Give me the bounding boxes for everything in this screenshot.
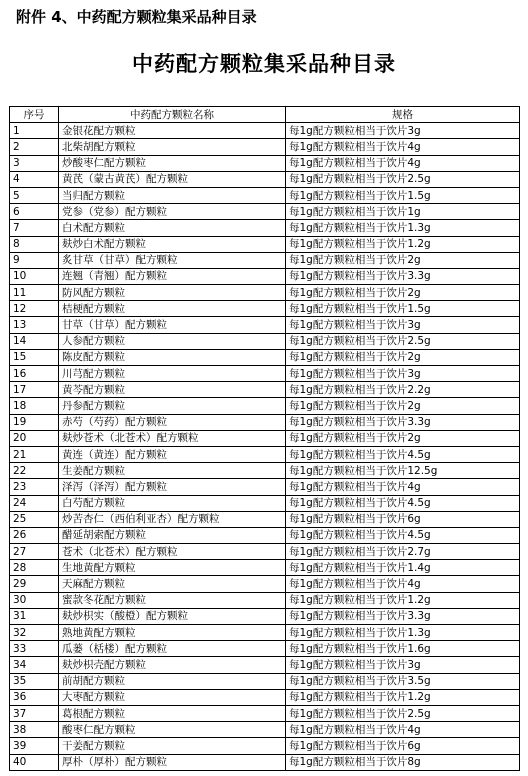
row-index-cell: 11 xyxy=(10,285,59,301)
table-row xyxy=(10,317,520,333)
row-name-cell: 苍术（北苍术）配方颗粒 xyxy=(59,544,286,560)
row-index-cell: 29 xyxy=(10,576,59,592)
row-name-cell: 防风配方颗粒 xyxy=(59,285,286,301)
row-spec-cell: 每1g配方颗粒相当于饮片3.3g xyxy=(286,414,520,430)
row-name-cell: 麸炒枳壳配方颗粒 xyxy=(59,657,286,673)
row-spec-cell: 每1g配方颗粒相当于饮片8g xyxy=(286,754,520,770)
row-name-cell: 甘草（甘草）配方颗粒 xyxy=(59,317,286,333)
row-index-cell: 34 xyxy=(10,657,59,673)
row-name-cell: 桔梗配方颗粒 xyxy=(59,301,286,317)
row-spec-cell: 每1g配方颗粒相当于饮片3g xyxy=(286,366,520,382)
row-name-cell: 生地黄配方颗粒 xyxy=(59,560,286,576)
row-name-cell: 炒苦杏仁（西伯利亚杏）配方颗粒 xyxy=(59,511,286,527)
row-name-cell: 白芍配方颗粒 xyxy=(59,495,286,511)
row-name-cell: 生姜配方颗粒 xyxy=(59,463,286,479)
table-row xyxy=(10,544,520,560)
row-name-cell: 炙甘草（甘草）配方颗粒 xyxy=(59,252,286,268)
row-spec-cell: 每1g配方颗粒相当于饮片1.3g xyxy=(286,625,520,641)
table-row xyxy=(10,123,520,139)
row-index-cell: 38 xyxy=(10,722,59,738)
row-index-cell: 14 xyxy=(10,333,59,349)
table-row xyxy=(10,722,520,738)
row-name-cell: 大枣配方颗粒 xyxy=(59,689,286,705)
row-spec-cell: 每1g配方颗粒相当于饮片1.6g xyxy=(286,641,520,657)
row-spec-cell: 每1g配方颗粒相当于饮片4.5g xyxy=(286,446,520,462)
table-row xyxy=(10,398,520,414)
row-name-cell: 醋延胡索配方颗粒 xyxy=(59,527,286,543)
catalog-table xyxy=(9,106,520,771)
row-name-cell: 黄芩配方颗粒 xyxy=(59,382,286,398)
row-name-cell: 白术配方颗粒 xyxy=(59,220,286,236)
table-row xyxy=(10,738,520,754)
row-spec-cell: 每1g配方颗粒相当于饮片2.7g xyxy=(286,544,520,560)
row-name-cell: 前胡配方颗粒 xyxy=(59,673,286,689)
table-row xyxy=(10,252,520,268)
row-spec-cell: 每1g配方颗粒相当于饮片3.3g xyxy=(286,608,520,624)
row-name-cell: 连翘（青翘）配方颗粒 xyxy=(59,268,286,284)
row-index-cell: 9 xyxy=(10,252,59,268)
column-header-index: 序号 xyxy=(10,107,59,123)
table-row xyxy=(10,673,520,689)
table-row xyxy=(10,495,520,511)
row-spec-cell: 每1g配方颗粒相当于饮片2g xyxy=(286,252,520,268)
row-name-cell: 金银花配方颗粒 xyxy=(59,123,286,139)
table-row xyxy=(10,641,520,657)
table-row xyxy=(10,463,520,479)
table-row xyxy=(10,204,520,220)
row-spec-cell: 每1g配方颗粒相当于饮片3.3g xyxy=(286,268,520,284)
row-index-cell: 5 xyxy=(10,187,59,203)
row-spec-cell: 每1g配方颗粒相当于饮片2g xyxy=(286,349,520,365)
row-name-cell: 陈皮配方颗粒 xyxy=(59,349,286,365)
row-name-cell: 瓜蒌（栝楼）配方颗粒 xyxy=(59,641,286,657)
row-name-cell: 泽泻（泽泻）配方颗粒 xyxy=(59,479,286,495)
table-row xyxy=(10,576,520,592)
table-row xyxy=(10,366,520,382)
row-index-cell: 6 xyxy=(10,204,59,220)
row-name-cell: 北柴胡配方颗粒 xyxy=(59,139,286,155)
row-spec-cell: 每1g配方颗粒相当于饮片1g xyxy=(286,204,520,220)
row-spec-cell: 每1g配方颗粒相当于饮片4g xyxy=(286,155,520,171)
row-index-cell: 21 xyxy=(10,446,59,462)
row-spec-cell: 每1g配方颗粒相当于饮片1.2g xyxy=(286,236,520,252)
row-spec-cell: 每1g配方颗粒相当于饮片1.2g xyxy=(286,592,520,608)
row-index-cell: 15 xyxy=(10,349,59,365)
row-index-cell: 18 xyxy=(10,398,59,414)
row-index-cell: 37 xyxy=(10,705,59,721)
row-spec-cell: 每1g配方颗粒相当于饮片1.2g xyxy=(286,689,520,705)
row-index-cell: 40 xyxy=(10,754,59,770)
table-row xyxy=(10,705,520,721)
attachment-label: 附件 4、中药配方颗粒集采品种目录 xyxy=(16,8,257,26)
table-row xyxy=(10,754,520,770)
row-spec-cell: 每1g配方颗粒相当于饮片4g xyxy=(286,722,520,738)
row-index-cell: 36 xyxy=(10,689,59,705)
row-index-cell: 3 xyxy=(10,155,59,171)
row-spec-cell: 每1g配方颗粒相当于饮片1.4g xyxy=(286,560,520,576)
row-index-cell: 19 xyxy=(10,414,59,430)
row-name-cell: 川芎配方颗粒 xyxy=(59,366,286,382)
table-row xyxy=(10,511,520,527)
row-name-cell: 人参配方颗粒 xyxy=(59,333,286,349)
row-name-cell: 黄芪（蒙古黄芪）配方颗粒 xyxy=(59,171,286,187)
table-header-row xyxy=(10,107,520,123)
row-index-cell: 2 xyxy=(10,139,59,155)
table-row xyxy=(10,220,520,236)
table-row xyxy=(10,333,520,349)
row-name-cell: 蜜款冬花配方颗粒 xyxy=(59,592,286,608)
row-name-cell: 厚朴（厚朴）配方颗粒 xyxy=(59,754,286,770)
table-row xyxy=(10,139,520,155)
table-row xyxy=(10,171,520,187)
table-body xyxy=(10,123,520,771)
row-name-cell: 赤芍（芍药）配方颗粒 xyxy=(59,414,286,430)
row-index-cell: 1 xyxy=(10,123,59,139)
row-index-cell: 30 xyxy=(10,592,59,608)
table-row xyxy=(10,430,520,446)
row-spec-cell: 每1g配方颗粒相当于饮片4.5g xyxy=(286,527,520,543)
column-header-spec: 规格 xyxy=(286,107,520,123)
row-name-cell: 党参（党参）配方颗粒 xyxy=(59,204,286,220)
row-name-cell: 麸炒白术配方颗粒 xyxy=(59,236,286,252)
row-spec-cell: 每1g配方颗粒相当于饮片12.5g xyxy=(286,463,520,479)
row-spec-cell: 每1g配方颗粒相当于饮片4g xyxy=(286,139,520,155)
row-spec-cell: 每1g配方颗粒相当于饮片1.5g xyxy=(286,187,520,203)
table-row xyxy=(10,592,520,608)
row-spec-cell: 每1g配方颗粒相当于饮片3g xyxy=(286,657,520,673)
table-row xyxy=(10,285,520,301)
table-row xyxy=(10,446,520,462)
row-name-cell: 葛根配方颗粒 xyxy=(59,705,286,721)
table-row xyxy=(10,657,520,673)
row-index-cell: 24 xyxy=(10,495,59,511)
row-spec-cell: 每1g配方颗粒相当于饮片4g xyxy=(286,576,520,592)
row-spec-cell: 每1g配方颗粒相当于饮片1.3g xyxy=(286,220,520,236)
row-name-cell: 丹参配方颗粒 xyxy=(59,398,286,414)
row-name-cell: 天麻配方颗粒 xyxy=(59,576,286,592)
row-spec-cell: 每1g配方颗粒相当于饮片3g xyxy=(286,123,520,139)
row-name-cell: 麸炒枳实（酸橙）配方颗粒 xyxy=(59,608,286,624)
row-index-cell: 13 xyxy=(10,317,59,333)
document-title: 中药配方颗粒集采品种目录 xyxy=(132,52,396,76)
table-row xyxy=(10,187,520,203)
table-row xyxy=(10,414,520,430)
row-index-cell: 10 xyxy=(10,268,59,284)
table-row xyxy=(10,625,520,641)
row-name-cell: 麸炒苍术（北苍术）配方颗粒 xyxy=(59,430,286,446)
table-row xyxy=(10,479,520,495)
row-spec-cell: 每1g配方颗粒相当于饮片4g xyxy=(286,479,520,495)
row-name-cell: 炒酸枣仁配方颗粒 xyxy=(59,155,286,171)
row-index-cell: 20 xyxy=(10,430,59,446)
table-row xyxy=(10,527,520,543)
row-spec-cell: 每1g配方颗粒相当于饮片1.5g xyxy=(286,301,520,317)
row-spec-cell: 每1g配方颗粒相当于饮片2.5g xyxy=(286,171,520,187)
row-name-cell: 干姜配方颗粒 xyxy=(59,738,286,754)
row-spec-cell: 每1g配方颗粒相当于饮片6g xyxy=(286,738,520,754)
row-name-cell: 当归配方颗粒 xyxy=(59,187,286,203)
row-index-cell: 26 xyxy=(10,527,59,543)
row-index-cell: 4 xyxy=(10,171,59,187)
row-spec-cell: 每1g配方颗粒相当于饮片2g xyxy=(286,285,520,301)
row-index-cell: 17 xyxy=(10,382,59,398)
row-index-cell: 27 xyxy=(10,544,59,560)
row-index-cell: 16 xyxy=(10,366,59,382)
row-spec-cell: 每1g配方颗粒相当于饮片2.2g xyxy=(286,382,520,398)
row-spec-cell: 每1g配方颗粒相当于饮片3.5g xyxy=(286,673,520,689)
row-spec-cell: 每1g配方颗粒相当于饮片6g xyxy=(286,511,520,527)
row-index-cell: 8 xyxy=(10,236,59,252)
row-spec-cell: 每1g配方颗粒相当于饮片2g xyxy=(286,430,520,446)
table-row xyxy=(10,608,520,624)
table-row xyxy=(10,382,520,398)
row-index-cell: 32 xyxy=(10,625,59,641)
row-index-cell: 23 xyxy=(10,479,59,495)
table-row xyxy=(10,689,520,705)
table-row xyxy=(10,155,520,171)
row-index-cell: 35 xyxy=(10,673,59,689)
table-row xyxy=(10,560,520,576)
row-spec-cell: 每1g配方颗粒相当于饮片2.5g xyxy=(286,333,520,349)
row-spec-cell: 每1g配方颗粒相当于饮片3g xyxy=(286,317,520,333)
row-index-cell: 33 xyxy=(10,641,59,657)
row-index-cell: 22 xyxy=(10,463,59,479)
row-spec-cell: 每1g配方颗粒相当于饮片2g xyxy=(286,398,520,414)
row-index-cell: 25 xyxy=(10,511,59,527)
row-spec-cell: 每1g配方颗粒相当于饮片2.5g xyxy=(286,705,520,721)
row-index-cell: 39 xyxy=(10,738,59,754)
column-header-name: 中药配方颗粒名称 xyxy=(59,107,286,123)
row-index-cell: 31 xyxy=(10,608,59,624)
row-name-cell: 黄连（黄连）配方颗粒 xyxy=(59,446,286,462)
table-row xyxy=(10,236,520,252)
row-spec-cell: 每1g配方颗粒相当于饮片4.5g xyxy=(286,495,520,511)
row-name-cell: 熟地黄配方颗粒 xyxy=(59,625,286,641)
row-index-cell: 7 xyxy=(10,220,59,236)
row-name-cell: 酸枣仁配方颗粒 xyxy=(59,722,286,738)
row-index-cell: 12 xyxy=(10,301,59,317)
row-index-cell: 28 xyxy=(10,560,59,576)
table-row xyxy=(10,301,520,317)
table-row xyxy=(10,268,520,284)
table-row xyxy=(10,349,520,365)
